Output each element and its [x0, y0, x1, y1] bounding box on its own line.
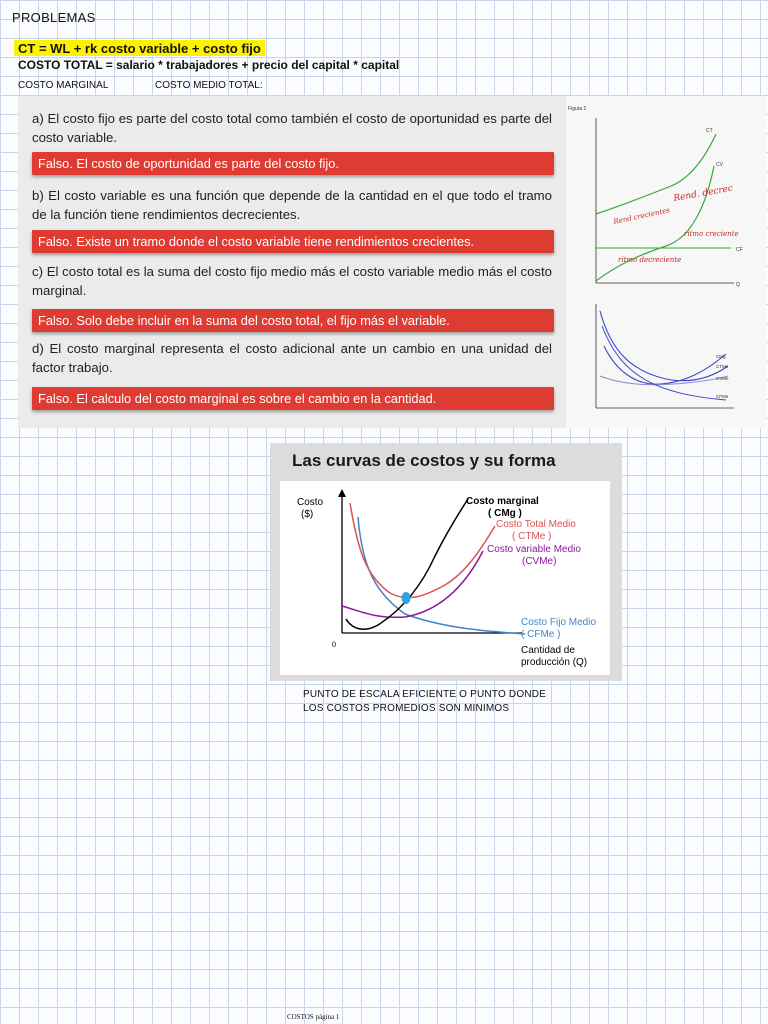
question-d: d) El costo marginal representa el costo adicional ante un cambio en una unidad del factor trabajo.: [32, 341, 552, 375]
cfme-label-2: ( CFMe ): [521, 629, 561, 640]
cmg-curve: [346, 499, 468, 629]
efficient-scale-point: [402, 592, 411, 604]
y-label-dollar: ($): [301, 509, 314, 520]
x-label-cantidad: Cantidad de: [521, 645, 575, 656]
formula-highlight: CT = WL + rk costo variable + costo fijo: [14, 40, 265, 56]
cfme-label-1: Costo Fijo Medio: [521, 617, 597, 628]
y-axis-arrow: [338, 489, 346, 497]
question-a: a) El costo fijo es parte del costo total como también el costo de oportunidad es parte del costo variable.: [32, 111, 552, 145]
cost-curves-title: Las curvas de costos y su forma: [292, 451, 556, 470]
bottom-cvme-label: CVMe: [716, 376, 729, 381]
bottom-cfme-curve: [602, 326, 726, 400]
cvme-label-2: (CVMe): [522, 556, 557, 567]
cost-curves-figure: [270, 443, 622, 681]
bottom-cfme-label: CFMe: [716, 394, 729, 399]
cmg-label-1: Costo marginal: [466, 496, 539, 507]
page-title: PROBLEMAS: [12, 10, 96, 25]
ctme-curve: [350, 503, 495, 598]
bottom-cmg-label: CMg: [716, 354, 726, 359]
label-costo-marginal: COSTO MARGINAL: [18, 80, 109, 91]
handwriting-rend-crecientes: Rend crecientes: [612, 206, 671, 226]
top-axis-q: Q: [736, 282, 740, 288]
cmg-label-2: ( CMg ): [488, 508, 522, 519]
answer-b: Falso. Existe un tramo donde el costo variable tiene rendimientos crecientes.: [32, 230, 554, 253]
top-cv-label: CV: [716, 162, 723, 168]
answer-c: Falso. Solo debe incluir en la suma del costo total, el fijo más el variable.: [32, 309, 554, 332]
note-line-1: PUNTO DE ESCALA EFICIENTE O PUNTO DONDE: [303, 689, 547, 700]
handwriting-ritmo-creciente: ritmo creciente: [684, 230, 739, 238]
page-footer: COSTOS página 1: [287, 1013, 340, 1021]
ctme-label-2: ( CTMe ): [512, 531, 552, 542]
cost-curves-svg: [280, 481, 610, 675]
cost-curves-plot: [280, 481, 610, 675]
origin-label: 0: [332, 640, 336, 649]
cvme-label-1: Costo variable Medio: [487, 544, 581, 555]
question-b: b) El costo variable es una función que depende de la cantidad en el que todo el tramo de la función tiene rendimientos decrecientes.: [32, 188, 552, 222]
label-costo-medio-total: COSTO MEDIO TOTAL:: [155, 80, 263, 91]
answer-d: Falso. El calculo del costo marginal es sobre el cambio en la cantidad.: [32, 387, 554, 410]
question-c: c) El costo total es la suma del costo fijo medio más el costo variable medio más el costo marginal.: [32, 264, 552, 298]
quiz-panel: [18, 96, 566, 428]
figure-2-title: Figura 2: [568, 106, 587, 112]
top-cf-label: CF: [736, 247, 743, 253]
figure-2-panel: [566, 96, 766, 428]
figure-2-svg: [566, 96, 766, 428]
note-line-2: LOS COSTOS PROMEDIOS SON MINIMOS: [303, 703, 510, 714]
handwriting-ritmo-decreciente: ritmo decreciente: [618, 256, 682, 264]
bottom-ctme-label: CTMe: [716, 364, 729, 369]
bottom-ctme-curve: [600, 311, 728, 381]
answer-a: Falso. El costo de oportunidad es parte del costo fijo.: [32, 152, 554, 175]
y-label-costo: Costo: [297, 497, 324, 508]
formula-description: COSTO TOTAL = salario * trabajadores + precio del capital * capital: [18, 58, 400, 72]
top-ct-label: CT: [706, 128, 713, 134]
ctme-label-1: Costo Total Medio: [496, 519, 576, 530]
cvme-curve: [342, 551, 483, 617]
top-ct-curve: [596, 134, 716, 214]
handwriting-rend-decrec: Rend. decrec: [672, 183, 734, 204]
efficient-scale-note: [303, 688, 546, 716]
x-label-produccion: producción (Q): [521, 657, 588, 668]
